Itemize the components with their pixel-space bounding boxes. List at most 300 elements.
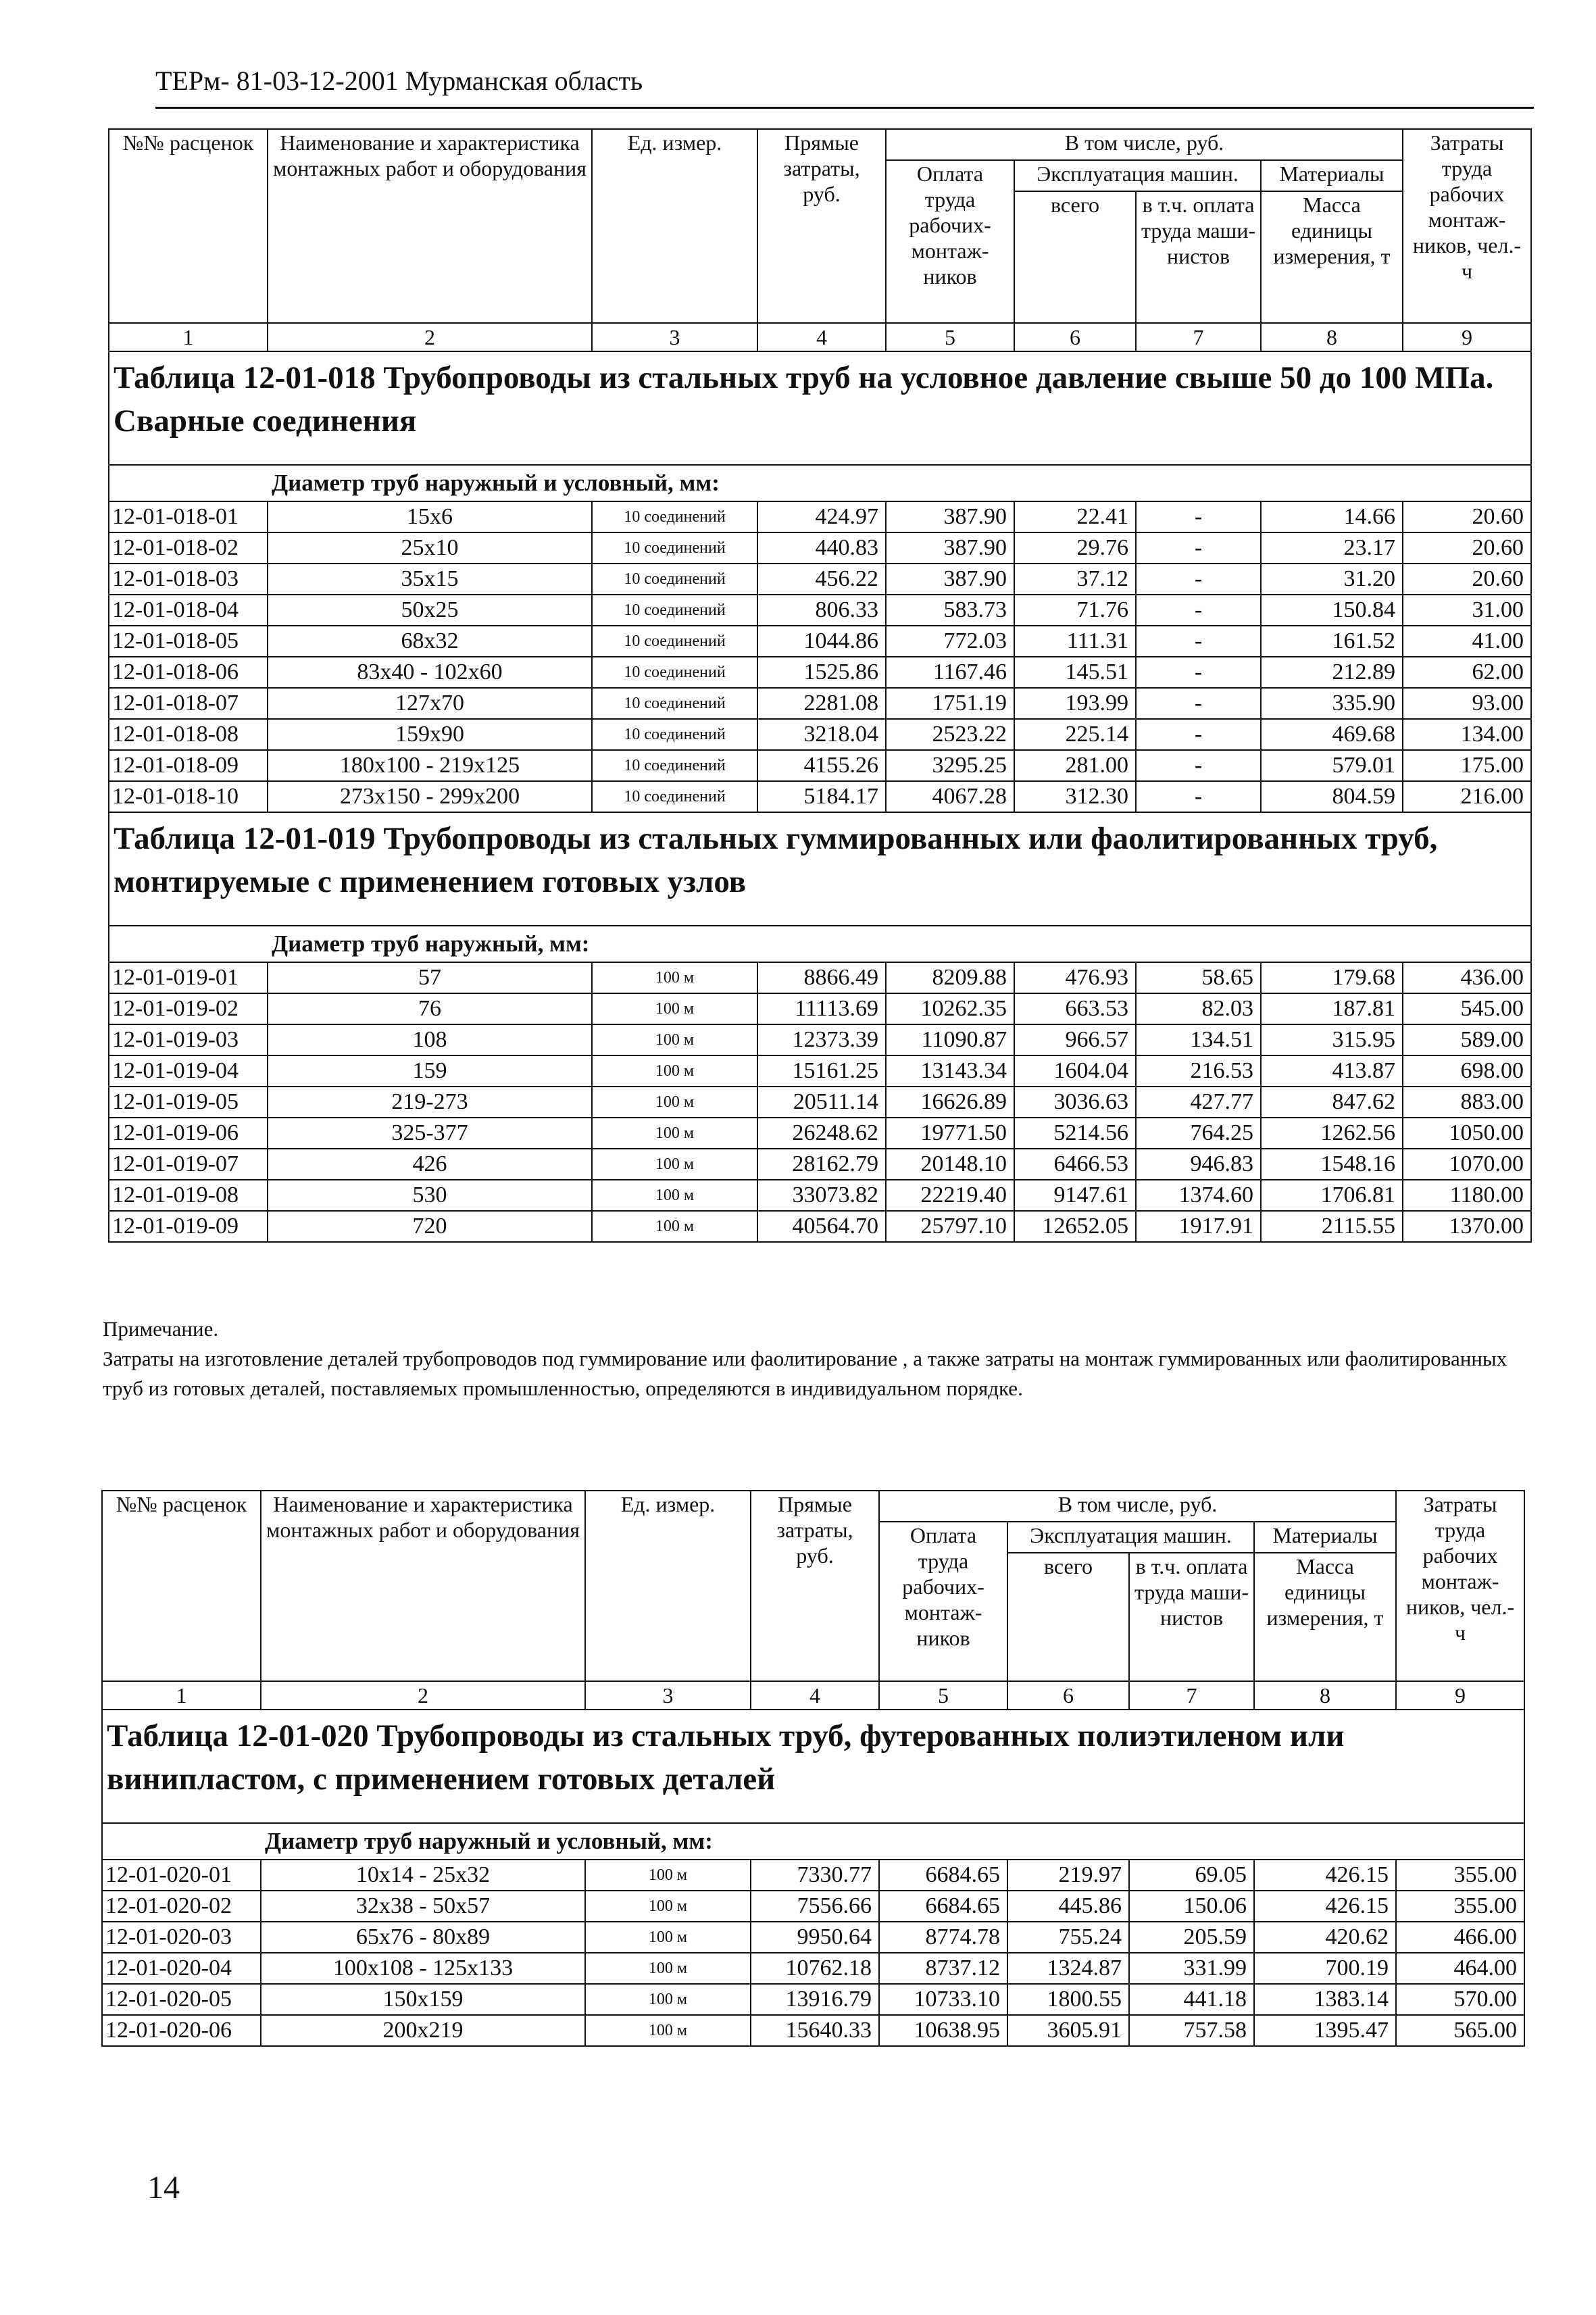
column-number: 5 (879, 1681, 1007, 1710)
direct-cost: 15640.33 (751, 2015, 879, 2046)
wage-cost: 10733.10 (879, 1984, 1007, 2015)
pipe-size: 530 (268, 1180, 592, 1211)
table-row (109, 1055, 1531, 1087)
material-cost: 579.01 (1261, 750, 1403, 781)
col-wage-header: Оплата труда рабочих-монтаж-ников (886, 160, 1014, 323)
column-number: 8 (1261, 323, 1403, 351)
wage-cost: 1751.19 (886, 688, 1014, 719)
column-number: 3 (585, 1681, 751, 1710)
unit: 100 м (585, 1984, 751, 2015)
labor-hours: 698.00 (1403, 1055, 1531, 1087)
material-cost: 413.87 (1261, 1055, 1403, 1087)
machinist-wage: - (1136, 564, 1261, 595)
pipe-size: 273x150 - 299x200 (268, 781, 592, 812)
machine-cost: 12652.05 (1014, 1211, 1136, 1242)
direct-cost: 7330.77 (751, 1860, 879, 1891)
section-subtitle: Диаметр труб наружный и условный, мм: (102, 1823, 1524, 1860)
unit: 100 м (592, 1149, 757, 1180)
wage-cost: 387.90 (886, 532, 1014, 564)
col-mach-total-header: всего (1014, 191, 1136, 323)
price-table-020 (101, 1490, 1525, 2047)
rate-code: 12-01-020-05 (102, 1984, 261, 2015)
table-row (109, 564, 1531, 595)
column-headers (109, 129, 1531, 351)
table-row (109, 1087, 1531, 1118)
machine-cost: 663.53 (1014, 993, 1136, 1024)
machinist-wage: - (1136, 750, 1261, 781)
col-machines-header: Эксплуатация машин. (1014, 160, 1261, 191)
material-cost: 1262.56 (1261, 1118, 1403, 1149)
unit: 100 м (592, 1180, 757, 1211)
labor-hours: 31.00 (1403, 595, 1531, 626)
table-row (109, 781, 1531, 812)
table-row (102, 1984, 1524, 2015)
unit: 10 соединений (592, 564, 757, 595)
rows-020 (102, 1860, 1524, 2046)
direct-cost: 20511.14 (757, 1087, 886, 1118)
pipe-size: 720 (268, 1211, 592, 1242)
unit: 100 м (592, 1211, 757, 1242)
note-text: Затраты на изготовление деталей трубопроводов под гуммирование или фаолитирование , а также затраты на монтаж гуммированных или фаолитированных труб из готовых деталей, поставляемых промышленностью, определяются в индивидуальном порядке. (103, 1347, 1507, 1400)
labor-hours: 41.00 (1403, 626, 1531, 657)
table-row (109, 657, 1531, 688)
col-unit-header: Ед. измер. (592, 129, 757, 323)
pipe-size: 50x25 (268, 595, 592, 626)
machine-cost: 22.41 (1014, 501, 1136, 532)
table-row (109, 750, 1531, 781)
rate-code: 12-01-019-05 (109, 1087, 268, 1118)
rate-code: 12-01-020-02 (102, 1891, 261, 1922)
labor-hours: 1070.00 (1403, 1149, 1531, 1180)
table-row (109, 688, 1531, 719)
rate-code: 12-01-020-03 (102, 1922, 261, 1953)
machine-cost: 5214.56 (1014, 1118, 1136, 1149)
table-row (102, 1953, 1524, 1984)
pipe-size: 150x159 (261, 1984, 585, 2015)
wage-cost: 3295.25 (886, 750, 1014, 781)
table-row (102, 1922, 1524, 1953)
col-materials-header: Материалы (1254, 1522, 1396, 1553)
labor-hours: 62.00 (1403, 657, 1531, 688)
pipe-size: 10x14 - 25x32 (261, 1860, 585, 1891)
direct-cost: 12373.39 (757, 1024, 886, 1055)
column-number-row (109, 323, 1531, 351)
note-heading: Примечание. (103, 1317, 219, 1341)
col-code-header: №№ расценок (109, 129, 268, 323)
machine-cost: 1324.87 (1007, 1953, 1129, 1984)
machine-cost: 219.97 (1007, 1860, 1129, 1891)
rows-018 (109, 501, 1531, 812)
direct-cost: 9950.64 (751, 1922, 879, 1953)
pipe-size: 32x38 - 50x57 (261, 1891, 585, 1922)
rate-code: 12-01-018-07 (109, 688, 268, 719)
wage-cost: 22219.40 (886, 1180, 1014, 1211)
labor-hours: 20.60 (1403, 564, 1531, 595)
direct-cost: 40564.70 (757, 1211, 886, 1242)
labor-hours: 464.00 (1396, 1953, 1524, 1984)
column-number: 7 (1129, 1681, 1254, 1710)
rate-code: 12-01-018-09 (109, 750, 268, 781)
wage-cost: 387.90 (886, 501, 1014, 532)
unit: 10 соединений (592, 688, 757, 719)
section-subtitle: Диаметр труб наружный, мм: (109, 926, 1531, 962)
machine-cost: 9147.61 (1014, 1180, 1136, 1211)
machinist-wage: 764.25 (1136, 1118, 1261, 1149)
material-cost: 14.66 (1261, 501, 1403, 532)
labor-hours: 355.00 (1396, 1891, 1524, 1922)
machinist-wage: 69.05 (1129, 1860, 1254, 1891)
rate-code: 12-01-018-04 (109, 595, 268, 626)
column-number: 6 (1014, 323, 1136, 351)
price-table-018-019 (108, 128, 1532, 1243)
machinist-wage: 1374.60 (1136, 1180, 1261, 1211)
material-cost: 426.15 (1254, 1891, 1396, 1922)
column-number: 9 (1396, 1681, 1524, 1710)
column-number: 1 (102, 1681, 261, 1710)
table-row (109, 626, 1531, 657)
direct-cost: 806.33 (757, 595, 886, 626)
material-cost: 847.62 (1261, 1087, 1403, 1118)
material-cost: 2115.55 (1261, 1211, 1403, 1242)
unit: 10 соединений (592, 750, 757, 781)
machinist-wage: 1917.91 (1136, 1211, 1261, 1242)
labor-hours: 589.00 (1403, 1024, 1531, 1055)
rate-code: 12-01-019-09 (109, 1211, 268, 1242)
wage-cost: 4067.28 (886, 781, 1014, 812)
unit: 10 соединений (592, 657, 757, 688)
wage-cost: 8737.12 (879, 1953, 1007, 1984)
pipe-size: 76 (268, 993, 592, 1024)
wage-cost: 6684.65 (879, 1891, 1007, 1922)
rate-code: 12-01-018-03 (109, 564, 268, 595)
machinist-wage: 331.99 (1129, 1953, 1254, 1984)
rate-code: 12-01-020-04 (102, 1953, 261, 1984)
direct-cost: 424.97 (757, 501, 886, 532)
direct-cost: 3218.04 (757, 719, 886, 750)
table-row (109, 719, 1531, 750)
pipe-size: 325-377 (268, 1118, 592, 1149)
pipe-size: 108 (268, 1024, 592, 1055)
machinist-wage: - (1136, 501, 1261, 532)
rate-code: 12-01-020-06 (102, 2015, 261, 2046)
col-wage-header: Оплата труда рабочих-монтаж-ников (879, 1522, 1007, 1681)
pipe-size: 426 (268, 1149, 592, 1180)
column-number: 4 (757, 323, 886, 351)
pipe-size: 100x108 - 125x133 (261, 1953, 585, 1984)
direct-cost: 13916.79 (751, 1984, 879, 2015)
section-title: Таблица 12-01-018 Трубопроводы из стальных труб на условное давление свыше 50 до 100 МПа. Сварные соединения (109, 351, 1531, 465)
col-labor-header: Затраты труда рабочих монтаж-ников, чел.-ч (1403, 129, 1531, 323)
machine-cost: 966.57 (1014, 1024, 1136, 1055)
direct-cost: 26248.62 (757, 1118, 886, 1149)
wage-cost: 11090.87 (886, 1024, 1014, 1055)
table-row (109, 532, 1531, 564)
material-cost: 335.90 (1261, 688, 1403, 719)
rate-code: 12-01-018-10 (109, 781, 268, 812)
table-row (109, 1024, 1531, 1055)
material-cost: 420.62 (1254, 1922, 1396, 1953)
page-number: 14 (147, 2170, 180, 2206)
direct-cost: 5184.17 (757, 781, 886, 812)
unit: 10 соединений (592, 626, 757, 657)
table-row (109, 1118, 1531, 1149)
unit: 100 м (585, 1953, 751, 1984)
col-incl-header: В том числе, руб. (886, 129, 1403, 160)
machinist-wage: 427.77 (1136, 1087, 1261, 1118)
unit: 100 м (585, 2015, 751, 2046)
material-cost: 804.59 (1261, 781, 1403, 812)
material-cost: 315.95 (1261, 1024, 1403, 1055)
wage-cost: 2523.22 (886, 719, 1014, 750)
table-row (102, 2015, 1524, 2046)
column-headers (102, 1491, 1524, 1710)
pipe-size: 57 (268, 962, 592, 993)
section-title: Таблица 12-01-019 Трубопроводы из стальных гуммированных или фаолитированных труб, монтируемые с применением готовых узлов (109, 812, 1531, 926)
machine-cost: 312.30 (1014, 781, 1136, 812)
wage-cost: 1167.46 (886, 657, 1014, 688)
machine-cost: 3036.63 (1014, 1087, 1136, 1118)
labor-hours: 436.00 (1403, 962, 1531, 993)
unit: 100 м (592, 1087, 757, 1118)
direct-cost: 1525.86 (757, 657, 886, 688)
note (103, 1314, 1535, 1403)
rate-code: 12-01-019-07 (109, 1149, 268, 1180)
material-cost: 426.15 (1254, 1860, 1396, 1891)
direct-cost: 28162.79 (757, 1149, 886, 1180)
machinist-wage: - (1136, 688, 1261, 719)
pipe-size: 83x40 - 102x60 (268, 657, 592, 688)
unit: 10 соединений (592, 719, 757, 750)
section-subtitle: Диаметр труб наружный и условный, мм: (109, 465, 1531, 501)
wage-cost: 8209.88 (886, 962, 1014, 993)
machinist-wage: 134.51 (1136, 1024, 1261, 1055)
machine-cost: 225.14 (1014, 719, 1136, 750)
labor-hours: 466.00 (1396, 1922, 1524, 1953)
col-materials-header: Материалы (1261, 160, 1403, 191)
direct-cost: 4155.26 (757, 750, 886, 781)
labor-hours: 134.00 (1403, 719, 1531, 750)
col-mass-header: Масса единицы измерения, т (1261, 191, 1403, 323)
direct-cost: 2281.08 (757, 688, 886, 719)
unit: 10 соединений (592, 532, 757, 564)
machinist-wage: - (1136, 719, 1261, 750)
labor-hours: 883.00 (1403, 1087, 1531, 1118)
direct-cost: 33073.82 (757, 1180, 886, 1211)
pipe-size: 65x76 - 80x89 (261, 1922, 585, 1953)
machine-cost: 3605.91 (1007, 2015, 1129, 2046)
material-cost: 469.68 (1261, 719, 1403, 750)
table-row (109, 595, 1531, 626)
rate-code: 12-01-019-03 (109, 1024, 268, 1055)
col-code-header: №№ расценок (102, 1491, 261, 1681)
unit: 100 м (585, 1922, 751, 1953)
material-cost: 179.68 (1261, 962, 1403, 993)
material-cost: 23.17 (1261, 532, 1403, 564)
wage-cost: 8774.78 (879, 1922, 1007, 1953)
header-rule (155, 107, 1534, 109)
wage-cost: 20148.10 (886, 1149, 1014, 1180)
labor-hours: 175.00 (1403, 750, 1531, 781)
direct-cost: 8866.49 (757, 962, 886, 993)
wage-cost: 10638.95 (879, 2015, 1007, 2046)
pipe-size: 15x6 (268, 501, 592, 532)
table-row (102, 1891, 1524, 1922)
material-cost: 161.52 (1261, 626, 1403, 657)
machine-cost: 29.76 (1014, 532, 1136, 564)
labor-hours: 20.60 (1403, 532, 1531, 564)
labor-hours: 93.00 (1403, 688, 1531, 719)
direct-cost: 456.22 (757, 564, 886, 595)
section-020 (102, 1710, 1524, 1860)
pipe-size: 219-273 (268, 1087, 592, 1118)
material-cost: 1395.47 (1254, 2015, 1396, 2046)
col-mach-total-header: всего (1007, 1553, 1129, 1681)
labor-hours: 1180.00 (1403, 1180, 1531, 1211)
unit: 100 м (592, 962, 757, 993)
machine-cost: 111.31 (1014, 626, 1136, 657)
machine-cost: 755.24 (1007, 1922, 1129, 1953)
pipe-size: 35x15 (268, 564, 592, 595)
wage-cost: 10262.35 (886, 993, 1014, 1024)
labor-hours: 20.60 (1403, 501, 1531, 532)
col-unit-header: Ед. измер. (585, 1491, 751, 1681)
column-number: 5 (886, 323, 1014, 351)
unit: 10 соединений (592, 501, 757, 532)
machinist-wage: - (1136, 626, 1261, 657)
column-number: 9 (1403, 323, 1531, 351)
table-row (109, 993, 1531, 1024)
table-row (109, 1149, 1531, 1180)
column-number: 1 (109, 323, 268, 351)
wage-cost: 13143.34 (886, 1055, 1014, 1087)
unit: 100 м (592, 1118, 757, 1149)
rate-code: 12-01-018-02 (109, 532, 268, 564)
labor-hours: 1370.00 (1403, 1211, 1531, 1242)
material-cost: 1706.81 (1261, 1180, 1403, 1211)
pipe-size: 127x70 (268, 688, 592, 719)
machinist-wage: 946.83 (1136, 1149, 1261, 1180)
machinist-wage: 757.58 (1129, 2015, 1254, 2046)
material-cost: 212.89 (1261, 657, 1403, 688)
column-number: 3 (592, 323, 757, 351)
wage-cost: 6684.65 (879, 1860, 1007, 1891)
direct-cost: 11113.69 (757, 993, 886, 1024)
labor-hours: 355.00 (1396, 1860, 1524, 1891)
col-machines-header: Эксплуатация машин. (1007, 1522, 1254, 1553)
pipe-size: 159x90 (268, 719, 592, 750)
machinist-wage: 82.03 (1136, 993, 1261, 1024)
pipe-size: 159 (268, 1055, 592, 1087)
col-name-header: Наименование и характеристика монтажных работ и оборудования (261, 1491, 585, 1681)
wage-cost: 19771.50 (886, 1118, 1014, 1149)
labor-hours: 570.00 (1396, 1984, 1524, 2015)
unit: 100 м (585, 1891, 751, 1922)
rate-code: 12-01-019-04 (109, 1055, 268, 1087)
column-number: 6 (1007, 1681, 1129, 1710)
section-018 (109, 351, 1531, 501)
col-labor-header: Затраты труда рабочих монтаж-ников, чел.-ч (1396, 1491, 1524, 1681)
unit: 10 соединений (592, 781, 757, 812)
machinist-wage: - (1136, 595, 1261, 626)
direct-cost: 7556.66 (751, 1891, 879, 1922)
unit: 100 м (585, 1860, 751, 1891)
labor-hours: 216.00 (1403, 781, 1531, 812)
rate-code: 12-01-019-02 (109, 993, 268, 1024)
rate-code: 12-01-018-01 (109, 501, 268, 532)
column-number: 2 (268, 323, 592, 351)
direct-cost: 440.83 (757, 532, 886, 564)
machine-cost: 281.00 (1014, 750, 1136, 781)
table-row (109, 1180, 1531, 1211)
direct-cost: 10762.18 (751, 1953, 879, 1984)
rate-code: 12-01-018-05 (109, 626, 268, 657)
rate-code: 12-01-018-08 (109, 719, 268, 750)
machinist-wage: - (1136, 532, 1261, 564)
material-cost: 150.84 (1261, 595, 1403, 626)
rate-code: 12-01-020-01 (102, 1860, 261, 1891)
col-mach-wage-header: в т.ч. оплата труда маши-нистов (1129, 1553, 1254, 1681)
pipe-size: 68x32 (268, 626, 592, 657)
table-row (109, 501, 1531, 532)
machine-cost: 145.51 (1014, 657, 1136, 688)
direct-cost: 15161.25 (757, 1055, 886, 1087)
material-cost: 700.19 (1254, 1953, 1396, 1984)
pipe-size: 25x10 (268, 532, 592, 564)
labor-hours: 565.00 (1396, 2015, 1524, 2046)
column-number-row (102, 1681, 1524, 1710)
section-title: Таблица 12-01-020 Трубопроводы из стальных труб, футерованных полиэтиленом или винипластом, с применением готовых деталей (102, 1710, 1524, 1823)
material-cost: 1383.14 (1254, 1984, 1396, 2015)
col-name-header: Наименование и характеристика монтажных работ и оборудования (268, 129, 592, 323)
pipe-size: 200x219 (261, 2015, 585, 2046)
machine-cost: 1604.04 (1014, 1055, 1136, 1087)
col-mach-wage-header: в т.ч. оплата труда маши-нистов (1136, 191, 1261, 323)
machine-cost: 193.99 (1014, 688, 1136, 719)
machine-cost: 1800.55 (1007, 1984, 1129, 2015)
table-row (102, 1860, 1524, 1891)
table-row (109, 1211, 1531, 1242)
machine-cost: 37.12 (1014, 564, 1136, 595)
material-cost: 1548.16 (1261, 1149, 1403, 1180)
wage-cost: 25797.10 (886, 1211, 1014, 1242)
machinist-wage: - (1136, 657, 1261, 688)
machinist-wage: 58.65 (1136, 962, 1261, 993)
wage-cost: 583.73 (886, 595, 1014, 626)
unit: 100 м (592, 993, 757, 1024)
machine-cost: 6466.53 (1014, 1149, 1136, 1180)
wage-cost: 16626.89 (886, 1087, 1014, 1118)
page-header: ТЕРм- 81-03-12-2001 Мурманская область (155, 66, 643, 96)
machine-cost: 476.93 (1014, 962, 1136, 993)
material-cost: 31.20 (1261, 564, 1403, 595)
table-row (109, 962, 1531, 993)
machinist-wage: 150.06 (1129, 1891, 1254, 1922)
direct-cost: 1044.86 (757, 626, 886, 657)
machinist-wage: 216.53 (1136, 1055, 1261, 1087)
machinist-wage: - (1136, 781, 1261, 812)
machinist-wage: 205.59 (1129, 1922, 1254, 1953)
machinist-wage: 441.18 (1129, 1984, 1254, 2015)
unit: 10 соединений (592, 595, 757, 626)
labor-hours: 545.00 (1403, 993, 1531, 1024)
rate-code: 12-01-018-06 (109, 657, 268, 688)
unit: 100 м (592, 1055, 757, 1087)
wage-cost: 772.03 (886, 626, 1014, 657)
column-number: 8 (1254, 1681, 1396, 1710)
pipe-size: 180x100 - 219x125 (268, 750, 592, 781)
machine-cost: 445.86 (1007, 1891, 1129, 1922)
wage-cost: 387.90 (886, 564, 1014, 595)
